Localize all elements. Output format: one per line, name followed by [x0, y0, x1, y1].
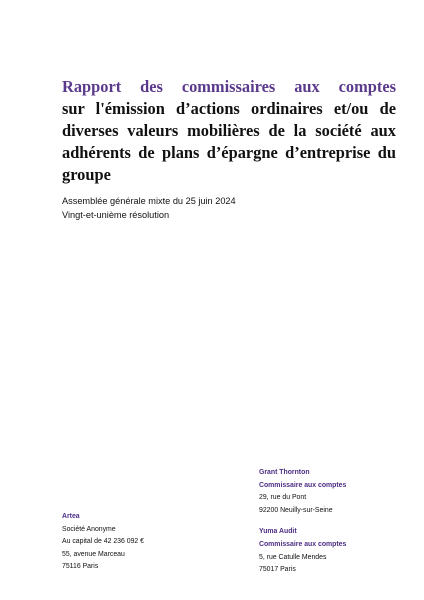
- auditor-street: 5, rue Catulle Mendes: [259, 553, 327, 561]
- company-legal-form: Société Anonyme: [62, 525, 116, 533]
- title-line-2: sur l'émission d’actions ordinaires et/ou de: [62, 99, 396, 118]
- company-street: 55, avenue Marceau: [62, 550, 125, 558]
- company-name: Artea: [62, 513, 80, 520]
- company-block: [62, 511, 144, 574]
- title-line-4: adhérents de plans d’épargne d’entreprise du: [62, 143, 396, 162]
- auditor-name: Yuma Audit: [259, 528, 297, 536]
- auditor-grant-thornton: [259, 467, 346, 517]
- title-line-5: groupe: [62, 165, 111, 184]
- auditor-city: 75017 Paris: [259, 566, 296, 574]
- auditors-block: [259, 467, 346, 586]
- auditor-street: 29, rue du Pont: [259, 494, 307, 502]
- resolution-number: Vingt-et-unième résolution: [62, 209, 170, 220]
- company-city: 75116 Paris: [62, 563, 99, 571]
- assembly-date: Assemblée générale mixte du 25 juin 2024: [62, 196, 236, 206]
- auditor-role: Commissaire aux comptes: [259, 540, 347, 548]
- auditor-city: 92200 Neuilly-sur-Seine: [259, 506, 333, 514]
- report-title: [62, 76, 396, 186]
- company-capital: Au capital de 42 236 092 €: [62, 538, 144, 546]
- title-line-3: diverses valeurs mobilières de la société aux: [62, 121, 396, 140]
- title-line-1: Rapport des commissaires aux comptes: [62, 77, 396, 96]
- auditor-yuma-audit: [259, 526, 346, 576]
- auditor-name: Grant Thornton: [259, 469, 310, 476]
- auditor-role: Commissaire aux comptes: [259, 481, 347, 489]
- meeting-info: [62, 195, 236, 222]
